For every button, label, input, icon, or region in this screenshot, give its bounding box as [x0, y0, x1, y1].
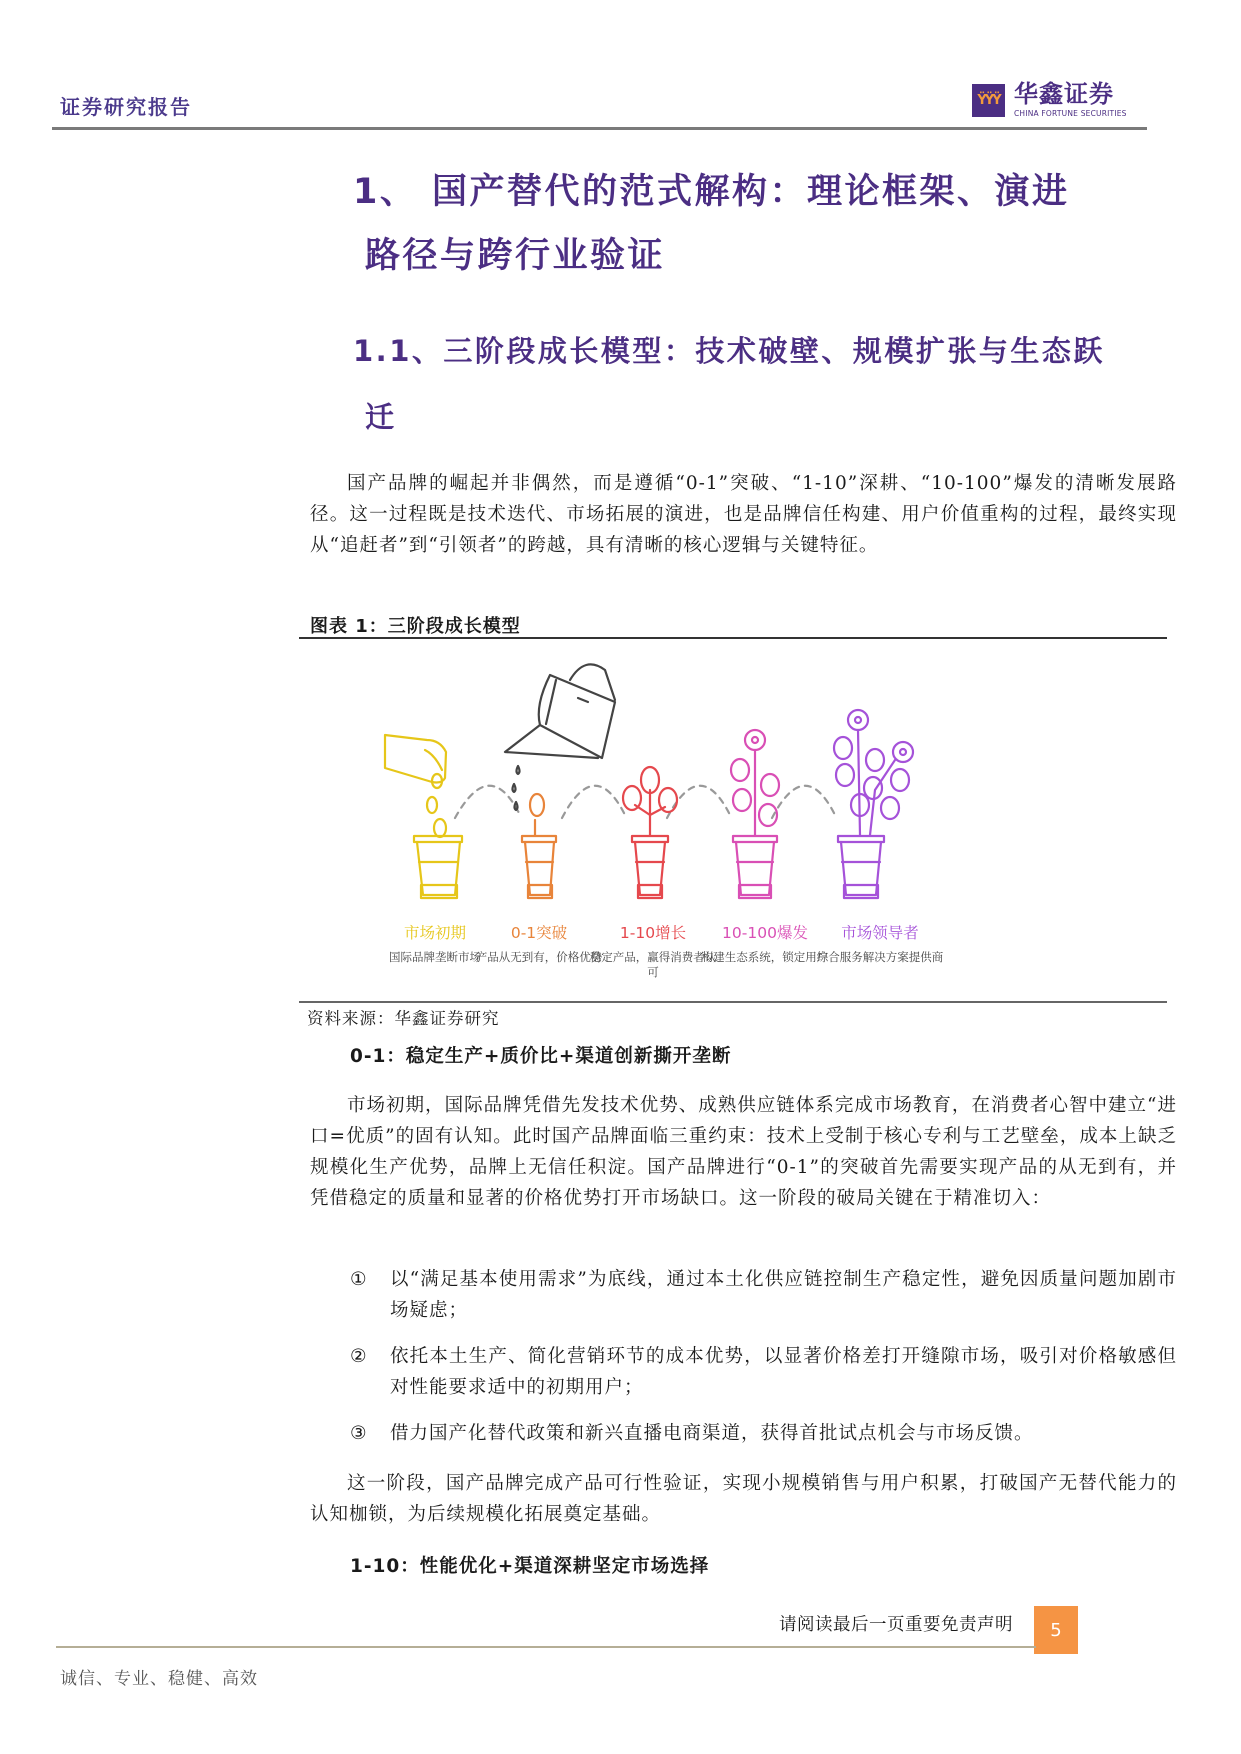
subsection-01-closing: 这一阶段，国产品牌完成产品可行性验证，实现小规模销售与用户积累，打破国产无替代能力的认知枷锁，为后续规模化拓展奠定基础。 — [310, 1473, 1177, 1525]
stage-item: 10-100爆发 构建生态系统，锁定用户 — [701, 924, 829, 964]
pot-grown-plant-icon — [834, 710, 913, 898]
growth-model-illustration — [370, 640, 1070, 915]
stage-item: 市场初期 国际品牌垄断市场 — [389, 924, 481, 964]
pot-flower-icon — [731, 730, 779, 898]
figure-source: 资料来源：华鑫证券研究 — [307, 1009, 500, 1028]
logo-en-text: CHINA FORTUNE SECURITIES — [1014, 109, 1127, 118]
footer-motto: 诚信、专业、稳健、高效 — [60, 1669, 258, 1689]
page-number-badge: 5 — [1034, 1606, 1078, 1654]
subsection-01-paragraph: 市场初期，国际品牌凭借先发技术优势、成熟供应链体系完成市场教育，在消费者心智中建立“进口=优质”的固有认知。此时国产品牌面临三重约束：技术上受制于核心专利与工艺壁垒，成本上缺乏规模化生产优势，品牌上无信任积淀。国产品牌进行“0-1”的突破首先需要实现产品的从无到有，并凭借稳定的质量和显著的价格优势打开市场缺口。这一阶段的破局关键在于精准切入： — [310, 1095, 1177, 1209]
figure-bottom-rule — [299, 1001, 1167, 1003]
report-type-label: 证券研究报告 — [60, 95, 192, 119]
pot-seedling-icon — [623, 767, 677, 898]
footer-divider — [56, 1646, 1036, 1648]
stage-item: 0-1突破 产品从无到有，价格优势 — [475, 924, 603, 964]
pot-seed-icon — [385, 735, 462, 898]
list-item: ② 依托本土生产、简化营销环节的成本优势，以显著价格差打开缝隙市场，吸引对价格敏感但对性能要求适中的初期用户； — [350, 1346, 1177, 1398]
logo-mark-icon: ŸŸŸ — [972, 84, 1005, 117]
stage-item: 1-10增长 稳定产品，赢得消费者认可 — [589, 924, 717, 979]
subsection-110-heading: 1-10：性能优化+渠道深耕坚定市场选择 — [350, 1556, 710, 1577]
pot-sprout-icon — [522, 794, 556, 898]
logo-cn-text: 华鑫证券 — [1014, 80, 1114, 108]
intro-paragraph: 国产品牌的崛起并非偶然，而是遵循“0-1”突破、“1-10”深耕、“10-100”爆发的清晰发展路径。这一过程既是技术迭代、市场拓展的演进，也是品牌信任构建、用户价值重构的过程，最终实现从“追赶者”到“引领者”的跨越，具有清晰的核心逻辑与关键特征。 — [310, 473, 1177, 556]
subsection-heading: 1.1、三阶段成长模型：技术破壁、规模扩张与生态跃 迁 — [353, 334, 1105, 434]
figure-title: 图表 1：三阶段成长模型 — [310, 616, 521, 637]
figure-top-rule — [299, 637, 1167, 639]
stage-labels — [370, 922, 1090, 992]
section-heading: 1、 国产替代的范式解构：理论框架、演进 路径与跨行业验证 — [353, 172, 1070, 276]
header-divider — [52, 127, 1147, 130]
disclaimer-note: 请阅读最后一页重要免责声明 — [779, 1615, 1013, 1635]
subsection-01-heading: 0-1：稳定生产+质价比+渠道创新撕开垄断 — [350, 1046, 732, 1067]
list-item: ① 以“满足基本使用需求”为底线，通过本土化供应链控制生产稳定性，避免因质量问题加剧市场疑虑； — [350, 1269, 1177, 1321]
watering-can-icon — [505, 664, 615, 810]
list-item: ③ 借力国产化替代政策和新兴直播电商渠道，获得首批试点机会与市场反馈。 — [350, 1423, 1034, 1444]
stage-item: 市场领导者 综合服务解决方案提供商 — [816, 924, 944, 964]
company-logo — [972, 82, 1127, 118]
